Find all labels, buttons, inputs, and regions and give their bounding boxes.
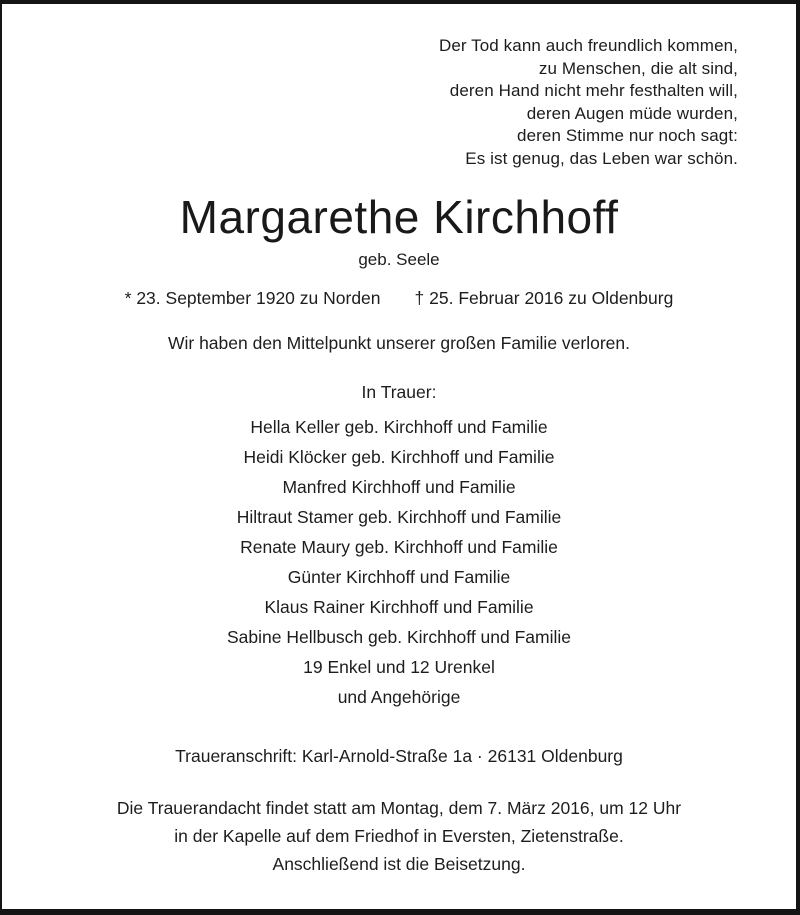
- poem-line: Der Tod kann auch freundlich kommen,: [438, 36, 738, 55]
- mourning-address: Traueranschrift: Karl-Arnold-Straße 1a · 26131 Oldenburg: [175, 746, 623, 766]
- mourner-line: Heidi Klöcker geb. Kirchhoff und Familie: [243, 447, 555, 467]
- mourners-list: [2, 412, 796, 712]
- deceased-name: Margarethe Kirchhoff: [179, 191, 619, 243]
- mourner-line: Hiltraut Stamer geb. Kirchhoff und Familie: [236, 507, 562, 527]
- service-line: Anschließend ist die Beisetzung.: [272, 854, 526, 874]
- birth-date: * 23. September 1920 zu Norden: [124, 288, 381, 308]
- deceased-birth-name: geb. Seele: [358, 250, 440, 269]
- service-line: Die Trauerandacht findet statt am Montag, dem 7. März 2016, um 12 Uhr: [116, 798, 682, 818]
- mourner-line: Manfred Kirchhoff und Familie: [282, 477, 516, 497]
- poem-line: Es ist genug, das Leben war schön.: [465, 148, 738, 168]
- poem-line: deren Hand nicht mehr festhalten will,: [449, 81, 738, 100]
- mourner-line: Klaus Rainer Kirchhoff und Familie: [264, 597, 534, 617]
- mourning-heading: In Trauer:: [361, 382, 437, 402]
- family-message: Wir haben den Mittelpunkt unserer großen Familie verloren.: [167, 333, 630, 353]
- poem-line: deren Augen müde wurden,: [526, 103, 738, 123]
- mourner-line: und Angehörige: [337, 687, 461, 707]
- mourner-line: Sabine Hellbusch geb. Kirchhoff und Familie: [226, 627, 572, 647]
- mourner-line: 19 Enkel und 12 Urenkel: [303, 657, 495, 677]
- service-line: in der Kapelle auf dem Friedhof in Eversten, Zietenstraße.: [174, 826, 624, 846]
- mourner-line: Hella Keller geb. Kirchhoff und Familie: [250, 417, 548, 437]
- service-details: [2, 794, 796, 878]
- mourner-line: Günter Kirchhoff und Familie: [287, 567, 511, 587]
- death-date: † 25. Februar 2016 zu Oldenburg: [414, 288, 674, 308]
- life-dates: [2, 287, 796, 309]
- mourner-line: Renate Maury geb. Kirchhoff und Familie: [240, 537, 558, 557]
- poem-line: zu Menschen, die alt sind,: [538, 58, 738, 78]
- poem-line: deren Stimme nur noch sagt:: [517, 126, 738, 145]
- poem: [2, 35, 738, 170]
